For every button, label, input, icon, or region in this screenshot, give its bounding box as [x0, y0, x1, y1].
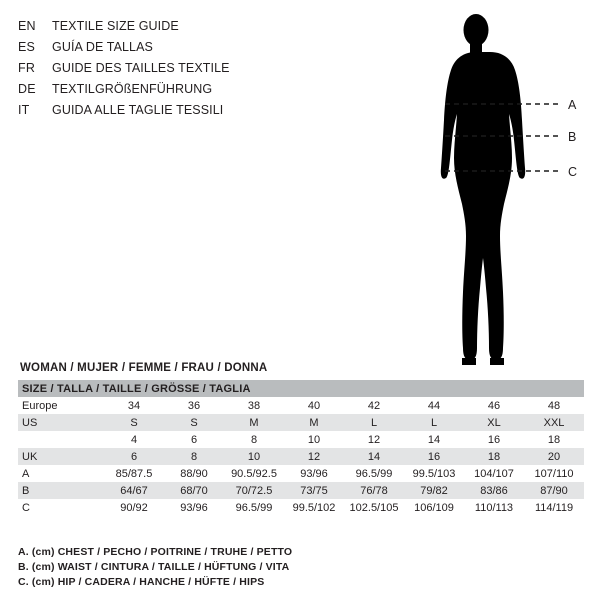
table-row [18, 499, 584, 516]
table-cell: M [284, 414, 344, 431]
table-row [18, 482, 584, 499]
table-cell: 96.5/99 [224, 499, 284, 516]
table-cell: 14 [404, 431, 464, 448]
table-cell: 88/90 [164, 465, 224, 482]
table-cell: 44 [404, 397, 464, 414]
language-row [18, 37, 348, 58]
table-cell: S [164, 414, 224, 431]
table-cell: 110/113 [464, 499, 524, 516]
table-cell: 107/110 [524, 465, 584, 482]
row-label: C [18, 499, 104, 516]
table-cell: 99.5/103 [404, 465, 464, 482]
table-cell: 102.5/105 [344, 499, 404, 516]
measurement-legend [18, 545, 538, 590]
table-cell: 4 [104, 431, 164, 448]
measure-label-b: B [568, 130, 577, 144]
table-cell: 96.5/99 [344, 465, 404, 482]
language-title: TEXTILGRÖßENFÜHRUNG [52, 82, 213, 96]
table-header-row [18, 380, 584, 397]
table-cell: 12 [344, 431, 404, 448]
table-row [18, 465, 584, 482]
table-cell: 36 [164, 397, 224, 414]
language-title: GUIDA ALLE TAGLIE TESSILI [52, 103, 224, 117]
language-row [18, 79, 348, 100]
language-list [18, 16, 348, 121]
table-cell: 99.5/102 [284, 499, 344, 516]
table-cell: 76/78 [344, 482, 404, 499]
language-row [18, 100, 348, 121]
language-row [18, 58, 348, 79]
table-cell: 68/70 [164, 482, 224, 499]
table-cell: 10 [284, 431, 344, 448]
language-title: TEXTILE SIZE GUIDE [52, 19, 179, 33]
language-title: GUÍA DE TALLAS [52, 40, 153, 54]
table-cell: 93/96 [284, 465, 344, 482]
table-cell: 87/90 [524, 482, 584, 499]
table-cell: 90/92 [104, 499, 164, 516]
table-cell: 104/107 [464, 465, 524, 482]
table-cell: 16 [464, 431, 524, 448]
table-cell: M [224, 414, 284, 431]
table-cell: 18 [464, 448, 524, 465]
table-row [18, 448, 584, 465]
table-cell: 34 [104, 397, 164, 414]
section-title: WOMAN / MUJER / FEMME / FRAU / DONNA [20, 362, 268, 374]
measure-label-a: A [568, 98, 577, 112]
table-cell: S [104, 414, 164, 431]
row-label: A [18, 465, 104, 482]
row-label: B [18, 482, 104, 499]
table-cell: 42 [344, 397, 404, 414]
measure-label-c: C [568, 165, 578, 179]
table-cell: XL [464, 414, 524, 431]
table-cell: 106/109 [404, 499, 464, 516]
table-cell: 93/96 [164, 499, 224, 516]
table-cell: 12 [284, 448, 344, 465]
language-code: IT [18, 103, 30, 117]
row-label: UK [18, 448, 104, 465]
table-cell: 16 [404, 448, 464, 465]
table-cell: 85/87.5 [104, 465, 164, 482]
table-cell: 90.5/92.5 [224, 465, 284, 482]
table-header-label: SIZE / TALLA / TAILLE / GRÖSSE / TAGLIA [18, 380, 584, 397]
language-code: FR [18, 61, 36, 75]
legend-line-b: B. (cm) WAIST / CINTURA / TAILLE / HÜFTUNG / VITA [18, 561, 290, 573]
table-cell: 83/86 [464, 482, 524, 499]
table-cell: 6 [164, 431, 224, 448]
table-cell: L [344, 414, 404, 431]
language-code: ES [18, 40, 36, 54]
table-cell: 38 [224, 397, 284, 414]
table-cell: L [404, 414, 464, 431]
row-label: US [18, 414, 104, 431]
table-cell: 40 [284, 397, 344, 414]
table-cell: 73/75 [284, 482, 344, 499]
table-cell: 70/72.5 [224, 482, 284, 499]
female-silhouette-icon [400, 8, 590, 368]
body-figure [400, 8, 590, 368]
table-cell: 79/82 [404, 482, 464, 499]
table-row [18, 397, 584, 414]
table-cell: 46 [464, 397, 524, 414]
table-cell: 20 [524, 448, 584, 465]
language-code: DE [18, 82, 36, 96]
table-cell: 18 [524, 431, 584, 448]
language-code: EN [18, 19, 36, 33]
table-cell: XXL [524, 414, 584, 431]
legend-line-c: C. (cm) HIP / CADERA / HANCHE / HÜFTE / HIPS [18, 576, 265, 588]
language-title: GUIDE DES TAILLES TEXTILE [52, 61, 230, 75]
table-row [18, 431, 584, 448]
table-cell: 48 [524, 397, 584, 414]
table-cell: 14 [344, 448, 404, 465]
table-row [18, 414, 584, 431]
size-table [18, 380, 584, 516]
language-row [18, 16, 348, 37]
table-cell: 10 [224, 448, 284, 465]
row-label: Europe [18, 397, 104, 414]
table-cell: 8 [224, 431, 284, 448]
table-cell: 8 [164, 448, 224, 465]
table-cell: 114/119 [524, 499, 584, 516]
table-cell: 6 [104, 448, 164, 465]
legend-line-a: A. (cm) CHEST / PECHO / POITRINE / TRUHE / PETTO [18, 546, 293, 558]
row-label [18, 431, 104, 448]
size-table-section [18, 362, 584, 516]
table-cell: 64/67 [104, 482, 164, 499]
